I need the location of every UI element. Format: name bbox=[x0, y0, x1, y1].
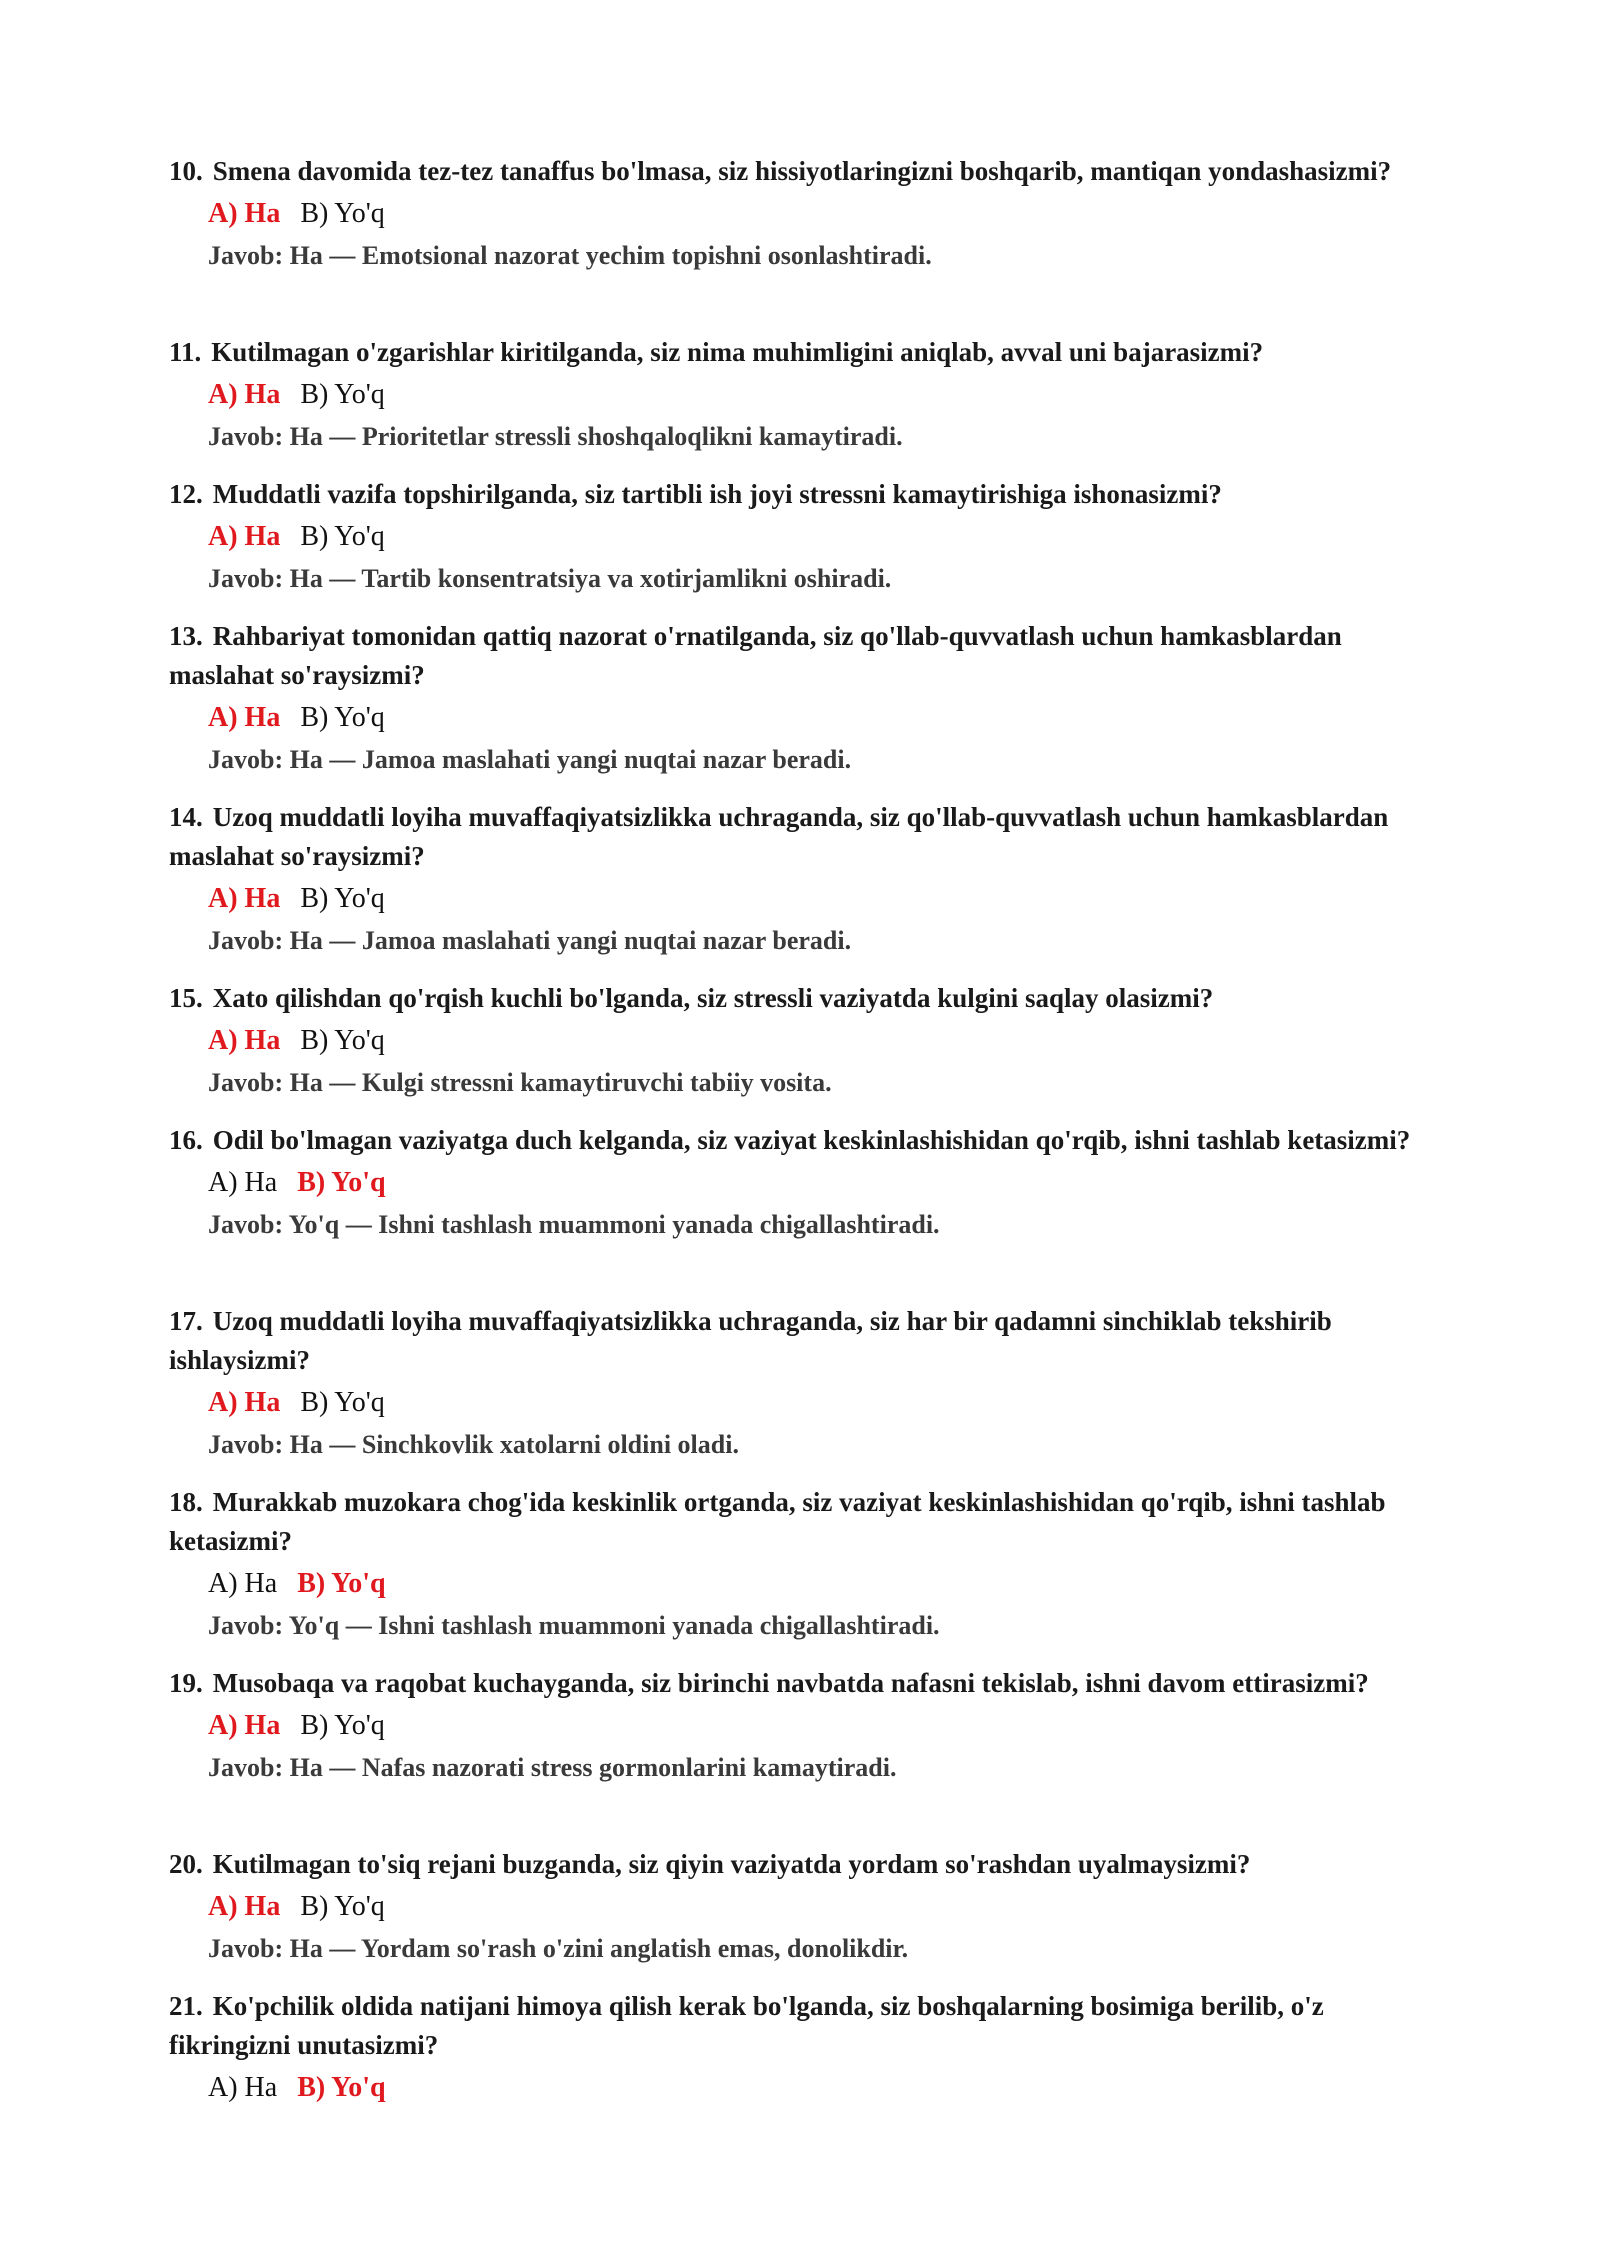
question-text: 11. Kutilmagan o'zgarishlar kiritilganda, siz nima muhimligini aniqlab, avval uni bajarasizmi? bbox=[169, 337, 1264, 367]
option-a: A) Ha bbox=[208, 198, 281, 229]
answer-options bbox=[208, 1162, 1419, 1204]
question-block bbox=[169, 1483, 1419, 1647]
question-text: 17. Uzoq muddatli loyiha muvaffaqiyatsizlikka uchraganda, siz har bir qadamni sinchiklab tekshirib ishlaysizmi? bbox=[169, 1306, 1332, 1375]
question-block bbox=[169, 152, 1419, 277]
question-text: 10. Smena davomida tez-tez tanaffus bo'lmasa, siz hissiyotlaringizni boshqarib, mantiqan yondashasizmi? bbox=[169, 156, 1392, 186]
question-text: 12. Muddatli vazifa topshirilganda, siz tartibli ish joyi stressni kamaytirishiga ishonasizmi? bbox=[169, 479, 1222, 509]
option-b: B) Yo'q bbox=[300, 521, 385, 552]
answer-explanation: Javob: Ha — Nafas nazorati stress gormonlarini kamaytiradi. bbox=[208, 1753, 897, 1782]
question-block bbox=[169, 1845, 1419, 1970]
question-text: 21. Ko'pchilik oldida natijani himoya qilish kerak bo'lganda, siz boshqalarning bosimiga berilib, o'z fikringizni unutasizmi? bbox=[169, 1991, 1324, 2060]
question-text: 20. Kutilmagan to'siq rejani buzganda, siz qiyin vaziyatda yordam so'rashdan uyalmaysizmi? bbox=[169, 1849, 1251, 1879]
answer-options bbox=[208, 516, 1419, 558]
question-block bbox=[169, 1302, 1419, 1466]
option-b: B) Yo'q bbox=[300, 883, 385, 914]
answer-explanation: Javob: Ha — Jamoa maslahati yangi nuqtai nazar beradi. bbox=[208, 926, 852, 955]
answer-options bbox=[208, 878, 1419, 920]
option-a: A) Ha bbox=[208, 521, 281, 552]
question-block bbox=[169, 798, 1419, 962]
option-b: B) Yo'q bbox=[297, 2072, 386, 2103]
answer-options bbox=[208, 1705, 1419, 1747]
option-b: B) Yo'q bbox=[300, 1025, 385, 1056]
answer-options bbox=[208, 374, 1419, 416]
question-block bbox=[169, 1664, 1419, 1789]
answer-options bbox=[208, 1563, 1419, 1605]
answer-explanation: Javob: Ha — Kulgi stressni kamaytiruvchi tabiiy vosita. bbox=[208, 1068, 832, 1097]
answer-explanation: Javob: Ha — Sinchkovlik xatolarni oldini oladi. bbox=[208, 1430, 739, 1459]
option-a: A) Ha bbox=[208, 702, 281, 733]
question-block bbox=[169, 333, 1419, 458]
answer-options bbox=[208, 2067, 1419, 2109]
question-text: 16. Odil bo'lmagan vaziyatga duch kelganda, siz vaziyat keskinlashishidan qo'rqib, ishni tashlab ketasizmi? bbox=[169, 1125, 1411, 1155]
answer-explanation: Javob: Ha — Jamoa maslahati yangi nuqtai nazar beradi. bbox=[208, 745, 852, 774]
question-block bbox=[169, 979, 1419, 1104]
answer-options bbox=[208, 1382, 1419, 1424]
option-b: B) Yo'q bbox=[297, 1568, 386, 1599]
option-a: A) Ha bbox=[208, 1025, 281, 1056]
option-b: B) Yo'q bbox=[300, 702, 385, 733]
answer-explanation: Javob: Ha — Tartib konsentratsiya va xotirjamlikni oshiradi. bbox=[208, 564, 892, 593]
option-b: B) Yo'q bbox=[300, 379, 385, 410]
option-b: B) Yo'q bbox=[297, 1167, 386, 1198]
answer-options bbox=[208, 697, 1419, 739]
option-a: A) Ha bbox=[208, 1387, 281, 1418]
question-text: 19. Musobaqa va raqobat kuchayganda, siz birinchi navbatda nafasni tekislab, ishni davom ettirasizmi? bbox=[169, 1668, 1369, 1698]
question-text: 13. Rahbariyat tomonidan qattiq nazorat o'rnatilganda, siz qo'llab-quvvatlash uchun hamkasblardan maslahat so'raysizmi? bbox=[169, 621, 1342, 690]
option-a: A) Ha bbox=[208, 379, 281, 410]
answer-explanation: Javob: Ha — Yordam so'rash o'zini anglatish emas, donolikdir. bbox=[208, 1934, 909, 1963]
answer-options bbox=[208, 193, 1419, 235]
question-block bbox=[169, 475, 1419, 600]
option-a: A) Ha bbox=[208, 883, 281, 914]
question-block bbox=[169, 617, 1419, 781]
option-a: A) Ha bbox=[208, 1891, 281, 1922]
option-a: A) Ha bbox=[208, 1167, 278, 1198]
question-block bbox=[169, 1121, 1419, 1246]
option-b: B) Yo'q bbox=[300, 1891, 385, 1922]
answer-explanation: Javob: Ha — Prioritetlar stressli shoshqaloqlikni kamaytiradi. bbox=[208, 422, 903, 451]
question-text: 14. Uzoq muddatli loyiha muvaffaqiyatsizlikka uchraganda, siz qo'llab-quvvatlash uchun hamkasblardan maslahat so'raysizmi? bbox=[169, 802, 1389, 871]
option-b: B) Yo'q bbox=[300, 1387, 385, 1418]
answer-explanation: Javob: Ha — Emotsional nazorat yechim topishni osonlashtiradi. bbox=[208, 241, 932, 270]
answer-explanation: Javob: Yo'q — Ishni tashlash muammoni yanada chigallashtiradi. bbox=[208, 1210, 940, 1239]
question-text: 18. Murakkab muzokara chog'ida keskinlik ortganda, siz vaziyat keskinlashishidan qo'rqib, ishni tashlab ketasizmi? bbox=[169, 1487, 1386, 1556]
answer-explanation: Javob: Yo'q — Ishni tashlash muammoni yanada chigallashtiradi. bbox=[208, 1611, 940, 1640]
option-a: A) Ha bbox=[208, 1568, 278, 1599]
option-a: A) Ha bbox=[208, 1710, 281, 1741]
answer-options bbox=[208, 1886, 1419, 1928]
question-block bbox=[169, 1987, 1419, 2109]
option-b: B) Yo'q bbox=[300, 198, 385, 229]
option-b: B) Yo'q bbox=[300, 1710, 385, 1741]
question-text: 15. Xato qilishdan qo'rqish kuchli bo'lganda, siz stressli vaziyatda kulgini saqlay olasizmi? bbox=[169, 983, 1214, 1013]
answer-options bbox=[208, 1020, 1419, 1062]
option-a: A) Ha bbox=[208, 2072, 278, 2103]
